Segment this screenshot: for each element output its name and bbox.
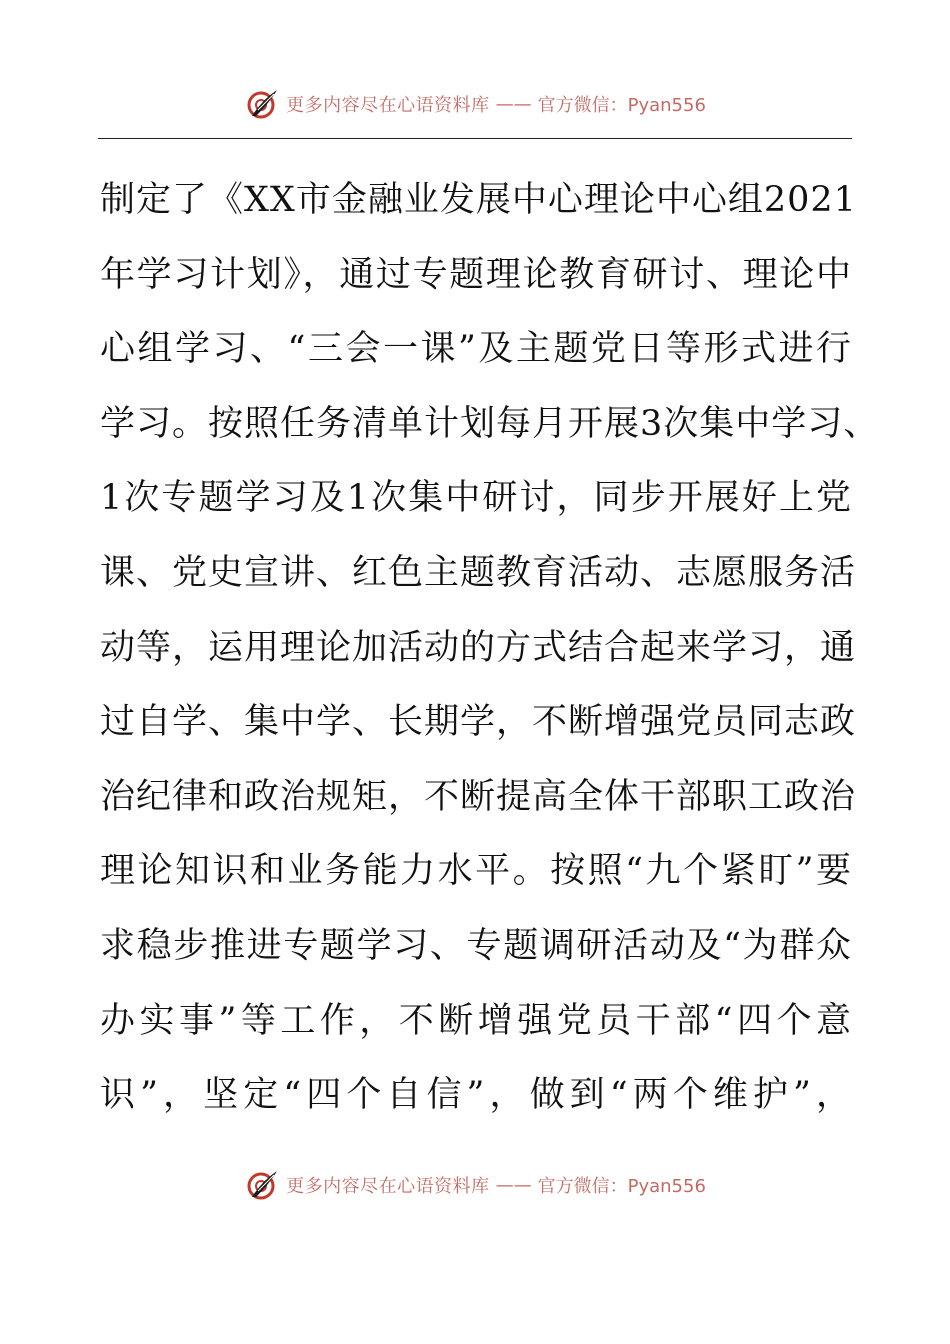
body-line-11: 求稳步推进专题学习、专题调研活动及“为群众 xyxy=(100,925,852,966)
page-header xyxy=(0,82,950,126)
body-line-12: 办实事”等工作，不断增强党员干部“四个意 xyxy=(100,1000,852,1041)
body-line-1: 制定了《XX市金融业发展中心理论中心组2021 xyxy=(100,180,857,220)
header-wechat-text: 官方微信：Pyan556 xyxy=(537,95,706,116)
body-line-9: 治纪律和政治规矩，不断提高全体干部职工政治 xyxy=(100,776,857,817)
header-banner-separator: —— xyxy=(495,93,532,115)
header-banner-text: 更多内容尽在心语资料库 xyxy=(286,95,490,116)
body-line-6: 课、党史宣讲、红色主题教育活动、志愿服务活 xyxy=(100,552,857,593)
page-footer xyxy=(0,1163,950,1207)
footer-wechat-text: 官方微信：Pyan556 xyxy=(537,1176,706,1197)
body-line-5: 1次专题学习及1次集中研讨，同步开展好上党 xyxy=(100,478,852,519)
document-body xyxy=(100,163,880,1133)
body-line-4: 学习。按照任务清单计划每月开展3次集中学习、 xyxy=(100,403,880,444)
quill-logo-icon xyxy=(244,86,280,122)
body-line-3: 心组学习、“三会一课”及主题党日等形式进行 xyxy=(100,329,852,370)
header-divider xyxy=(98,138,852,139)
footer-banner-separator: —— xyxy=(495,1174,532,1196)
header-banner xyxy=(244,86,706,122)
body-line-7: 动等，运用理论加活动的方式结合起来学习，通 xyxy=(100,627,857,668)
quill-logo-icon xyxy=(244,1167,280,1203)
footer-banner xyxy=(244,1167,706,1203)
body-line-8: 过自学、集中学、长期学，不断增强党员同志政 xyxy=(100,702,857,743)
body-line-2: 年学习计划》，通过专题理论教育研讨、理论中 xyxy=(100,254,852,295)
footer-banner-text: 更多内容尽在心语资料库 xyxy=(286,1176,490,1197)
body-line-13: 识”，坚定“四个自信”，做到“两个维护”， xyxy=(100,1075,852,1116)
body-line-10: 理论知识和业务能力水平。按照“九个紧盯”要 xyxy=(100,851,852,892)
